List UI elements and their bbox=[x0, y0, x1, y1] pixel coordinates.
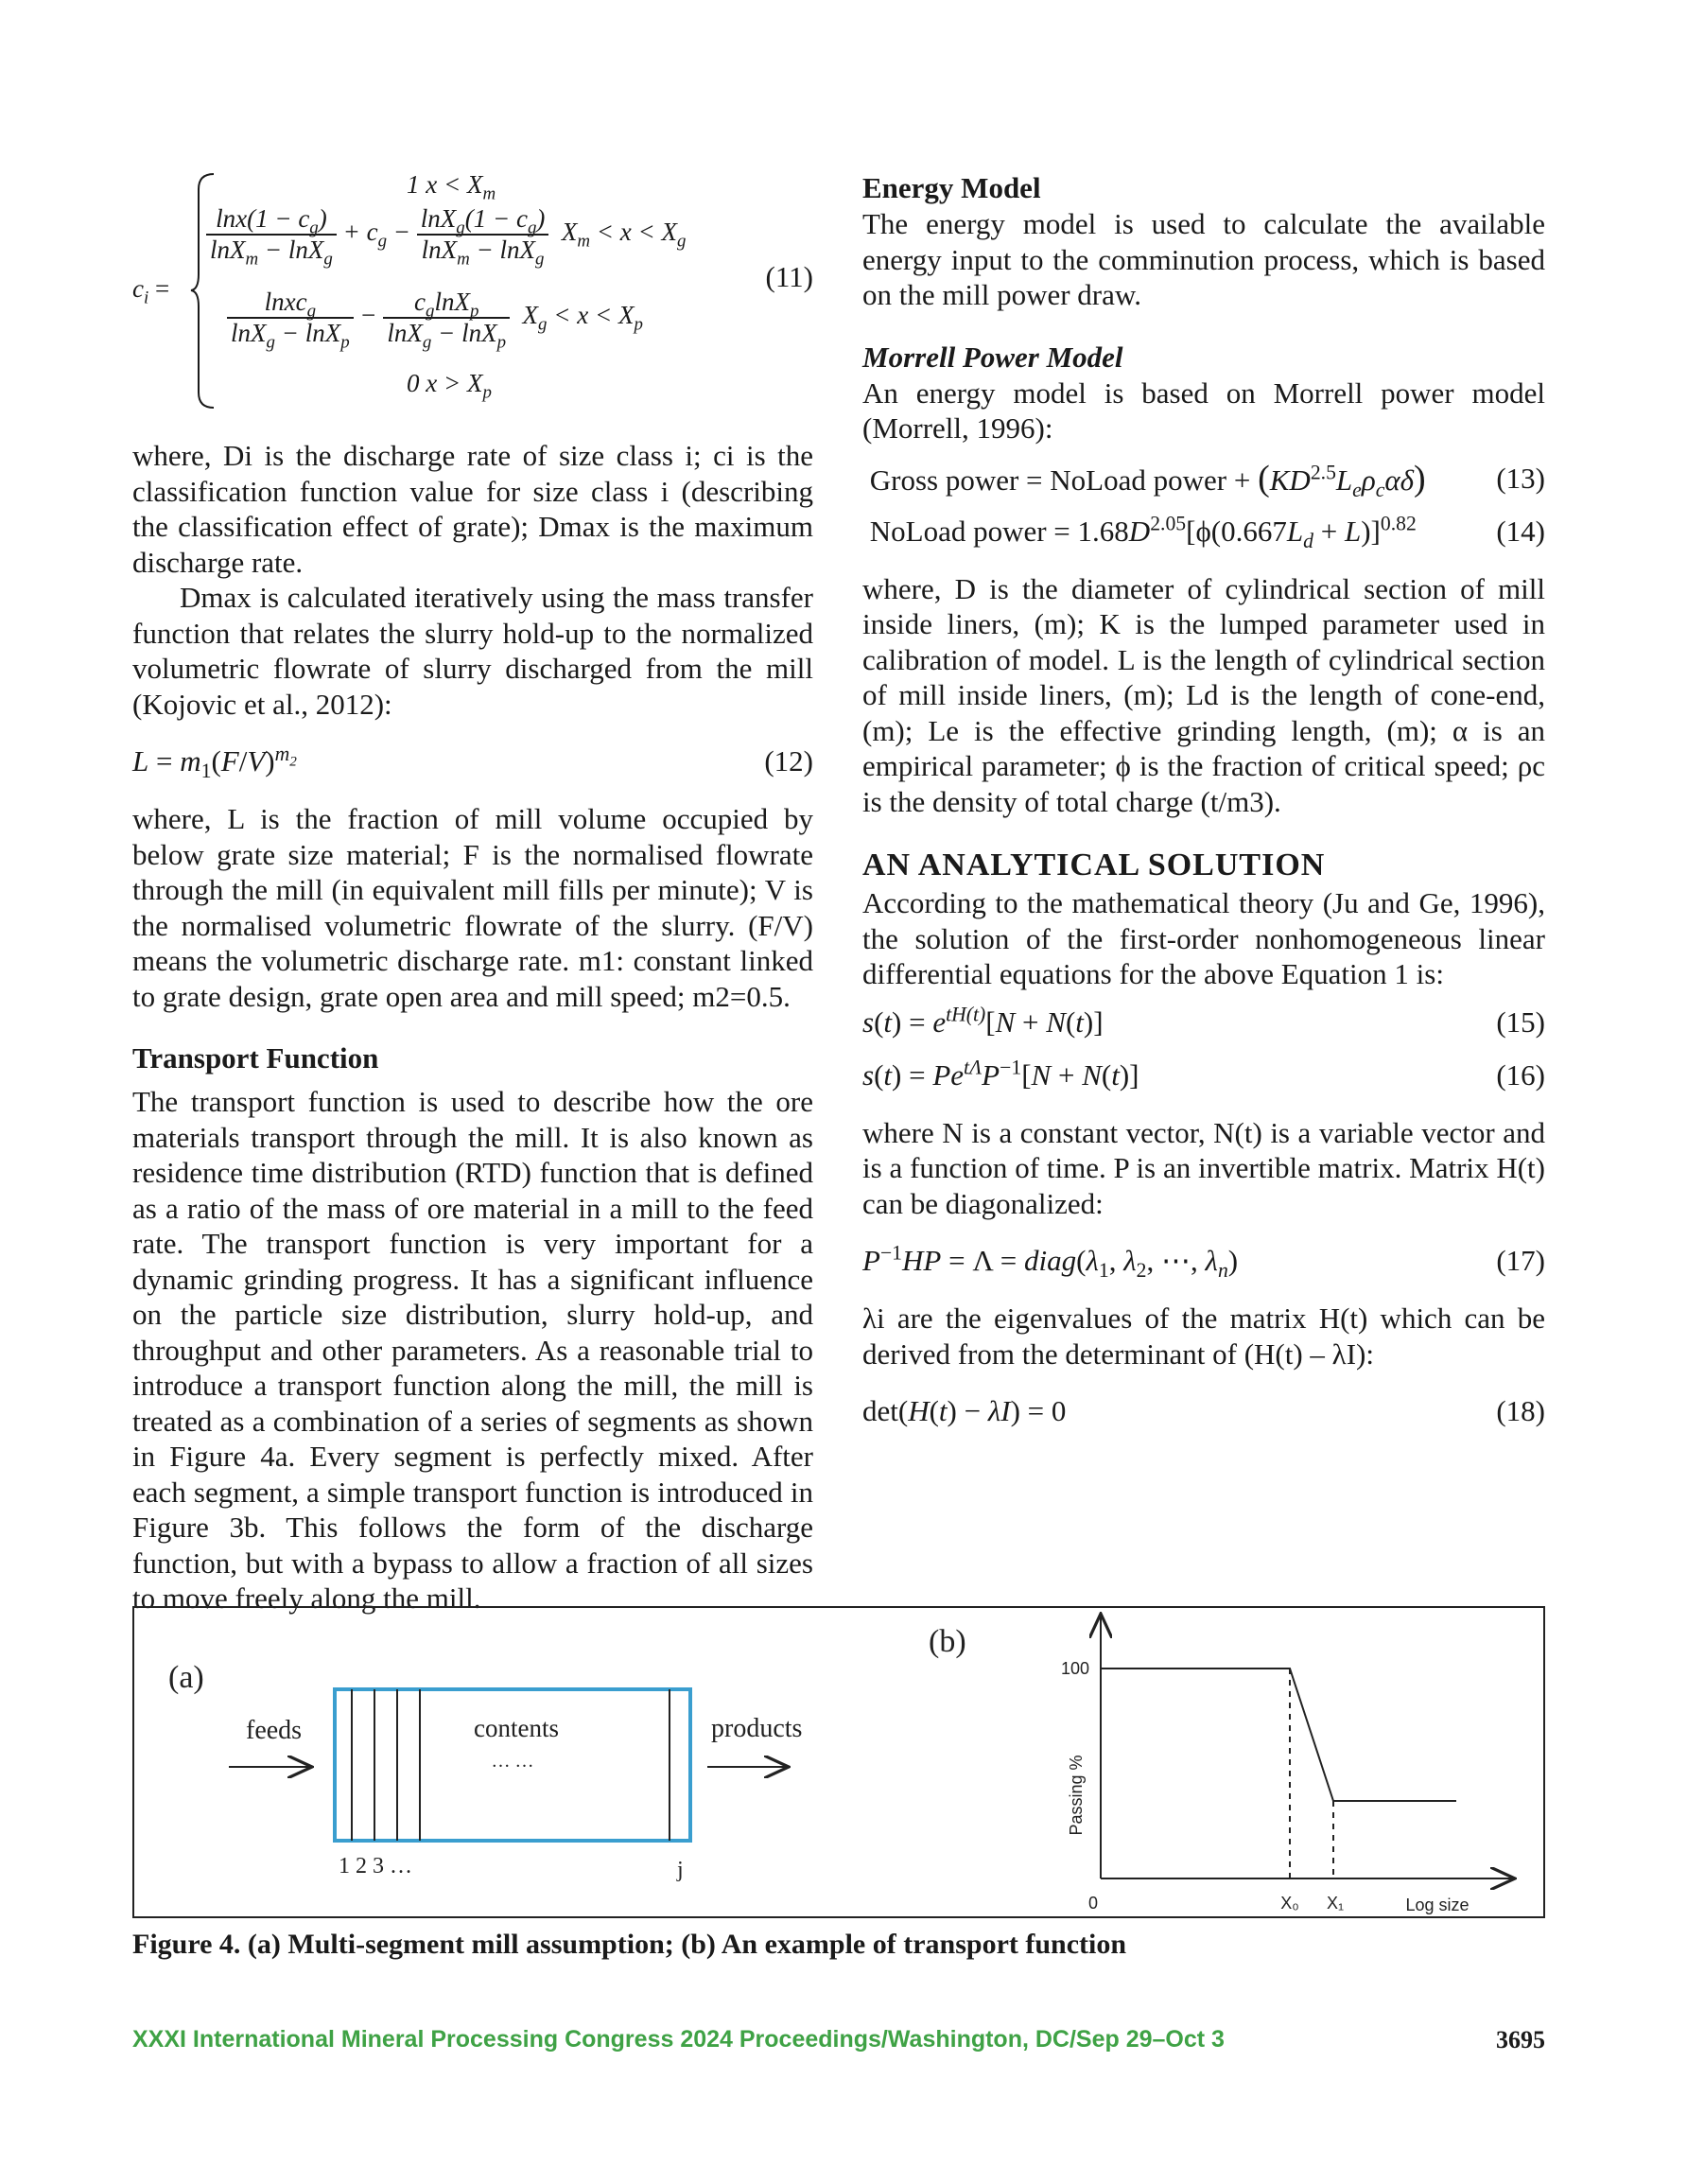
eq11-lhs: $c_i$ = bbox=[132, 274, 170, 308]
eq11-case-4: 0 $x > X_p$ bbox=[407, 369, 492, 403]
eq14-number: (14) bbox=[1496, 514, 1545, 548]
label-panel-a: (a) bbox=[168, 1660, 204, 1695]
y-axis-label: Passing % bbox=[1067, 1755, 1086, 1836]
equation-16: $s(t) = Pe^{t\Lambda}P^{-1}[N + N(t)]$ (16) bbox=[862, 1049, 1545, 1102]
figure-4-caption: Figure 4. (a) Multi-segment mill assumption; (b) An example of transport function bbox=[132, 1929, 1127, 1960]
paragraph-dmax: Dmax is calculated iteratively using the mass transfer function that relates the slurry hold-up to the normalized volumetric flowrate of slurry discharged from the mill (Kojovic et al., 2012): bbox=[132, 581, 813, 721]
paragraph-eigenvalues: λi are the eigenvalues of the matrix H(t) which can be derived from the determinant of (H(t) – λI): bbox=[862, 1302, 1545, 1371]
eq16-number: (16) bbox=[1496, 1057, 1545, 1092]
paragraph-eq12-definitions: where, L is the fraction of mill volume occupied by below grate size material; F is the normalised flowrate through the mill (in equivalent mill fills per minute); V is the normalised volumetric flowrate of the slurry. (F/V) means the volumetric discharge rate. m1: constant linked to grate design, grate open area and mill speed; m2=0.5. bbox=[132, 802, 813, 1013]
label-feeds: feeds bbox=[246, 1716, 303, 1745]
figure-4-drawing bbox=[134, 1608, 1543, 1916]
x-axis-label: Log size bbox=[1405, 1896, 1470, 1914]
equation-12: $L = m_1(F/V)^{m_2}$ (12) bbox=[132, 735, 813, 788]
heading-energy-model: Energy Model bbox=[862, 171, 1041, 204]
eq12-number: (12) bbox=[764, 744, 813, 778]
equation-11 bbox=[132, 170, 813, 411]
eq11-case-3: $\frac{lnxc_g}{\ln X_g - \ln X_p}$ − $\frac{c_g\ln X_p}{\ln X_g - \ln X_p}$ $X_g < x < X_p$ bbox=[227, 288, 643, 348]
eq13-number: (13) bbox=[1496, 461, 1545, 495]
footer-conference: XXXI International Mineral Processing Congress 2024 Proceedings/Washington, DC/Sep 29–Oct 3 bbox=[132, 2026, 1225, 2053]
eq15-number: (15) bbox=[1496, 1005, 1545, 1039]
equation-17: $P^{-1}HP = \Lambda$ = $diag(\lambda_1$, $\lambda_2$, ⋯, $\lambda_n$) (17) bbox=[862, 1234, 1545, 1287]
paragraph-discharge-definitions: where, Di is the discharge rate of size class i; ci is the classification function value for size class i (describing the classification effect of grate); Dmax is the maximum discharge rate. bbox=[132, 439, 813, 579]
x-tick-0: 0 bbox=[1087, 1894, 1099, 1913]
paragraph-energy-model: The energy model is used to calculate the available energy input to the comminution process, which is based on the mill power draw. bbox=[862, 207, 1545, 311]
paragraph-power-definitions: where, D is the diameter of cylindrical section of mill inside liners, (m); K is the lumped parameter used in calibration of model. L is the length of cylindrical section of mill inside liners, (m); Ld is the length of cone-end, (m); Le is the effective grinding length, (m); α is an empirical parameter; ϕ is the fraction of critical speed; ρc is the density of total charge (t/m3). bbox=[862, 571, 1545, 818]
label-segments: 1 2 3 … bbox=[339, 1854, 412, 1878]
label-products: products bbox=[711, 1714, 803, 1743]
eq18-number: (18) bbox=[1496, 1394, 1545, 1427]
eq11-case-2: $\frac{\ln x(1 - c_g)}{\ln X_m - \ln X_g}$ + $c_g$ − $\frac{\ln X_g(1 - c_g)}{\ln X_m - \ln X_g}$ $X_m < x < X_g$ bbox=[206, 204, 686, 265]
paragraph-n-vector: where N is a constant vector, N(t) is a variable vector and is a function of time. P is an invertible matrix. Matrix H(t) can be diagonalized: bbox=[862, 1115, 1545, 1220]
equation-14: NoLoad power = $1.68D^{2.05}[\phi(0.667L_d + L)]^{0.82}$ (14) bbox=[862, 505, 1545, 558]
label-dots: … … bbox=[491, 1751, 534, 1772]
left-column bbox=[132, 170, 813, 1616]
eq17-number: (17) bbox=[1496, 1244, 1545, 1277]
page-footer bbox=[132, 2026, 1545, 2060]
eq11-case-1: 1 $x < X_m$ bbox=[407, 170, 496, 204]
paragraph-transport-function: The transport function is used to describe how the ore materials transport through the mill. It is also known as residence time distribution (RTD) function that is defined as a ratio of the mass of ore material in a mill to the feed rate. The transport function is very important for a dynamic grinding progress. It has a significant influence on the particle size distribution, slurry hold-up, and throughput and other parameters. As a reasonable trial to introduce a transport function along the mill, the mill is treated as a combination of a series of segments as shown in Figure 4a. Every segment is perfectly mixed. After each segment, a simple transport function is introduced in Figure 3b. This follows the form of the discharge function, but with a bypass to allow a fraction of all sizes to move freely along the mill. bbox=[132, 1085, 813, 1615]
eq11-number: (11) bbox=[765, 260, 813, 293]
x-tick-x1: X₁ bbox=[1326, 1894, 1345, 1913]
label-contents: contents bbox=[474, 1714, 559, 1742]
right-column bbox=[862, 170, 1545, 1438]
heading-analytical-solution: AN ANALYTICAL SOLUTION bbox=[862, 847, 1326, 882]
label-panel-b: (b) bbox=[929, 1624, 966, 1659]
y-tick-100: 100 bbox=[1060, 1659, 1089, 1678]
figure-4 bbox=[132, 1606, 1545, 1918]
equation-18: det(H(t) − λI) = 0 (18) bbox=[862, 1385, 1545, 1438]
label-segment-j: j bbox=[677, 1858, 684, 1882]
equation-15: $s(t) = e^{tH(t)}[N + N(t)]$ (15) bbox=[862, 996, 1545, 1049]
page-number: 3695 bbox=[1496, 2026, 1545, 2053]
paragraph-morrell: An energy model is based on Morrell power model (Morrell, 1996): bbox=[862, 376, 1545, 445]
equation-13: Gross power = NoLoad power + $(KD^{2.5}L_e\rho_c\alpha\delta)$ (13) bbox=[862, 452, 1545, 505]
transport-curve bbox=[1101, 1669, 1456, 1801]
x-tick-x0: X₀ bbox=[1280, 1894, 1299, 1913]
heading-morrell-power-model: Morrell Power Model bbox=[862, 340, 1123, 374]
heading-transport-function: Transport Function bbox=[132, 1041, 379, 1075]
paragraph-analytical: According to the mathematical theory (Ju and Ge, 1996), the solution of the first-order nonhomogeneous linear differential equations for the above Equation 1 is: bbox=[862, 886, 1545, 990]
